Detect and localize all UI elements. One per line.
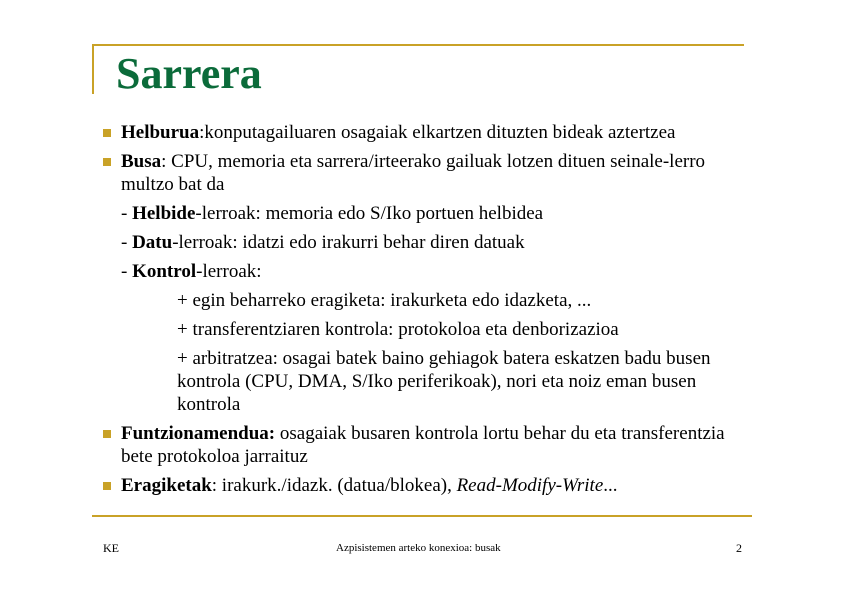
sub-item-helbide [103, 202, 753, 225]
sub-item-prefix: - [121, 261, 133, 282]
footer-center-text: Azpisistemen arteko konexioa: busak [336, 542, 501, 554]
bullet-text: :konputagailuaren osagaiak elkartzen dituzten bideak aztertzea [199, 122, 676, 143]
bullet-square-icon [103, 158, 111, 166]
bullet-term: Helburua [121, 122, 200, 143]
slide-title: Sarrera [116, 49, 262, 98]
bullet-item-busa [103, 150, 753, 196]
footer-rule [92, 515, 752, 517]
control-item: + egin beharreko eragiketa: irakurketa edo idazketa, ... [177, 290, 592, 311]
bullet-text: : CPU, memoria eta sarrera/irteerako gailuak lotzen dituen seinale-lerro multzo bat da [121, 151, 706, 195]
bullet-square-icon [103, 129, 111, 137]
sub-item-term: Kontrol [132, 261, 197, 282]
sub-item-term: Helbide [132, 203, 196, 224]
title-left-rule [92, 44, 94, 94]
title-top-rule [92, 44, 744, 46]
bullet-term: Busa [121, 151, 162, 172]
sub-item-text: -lerroak: [196, 261, 262, 282]
bullet-term: Eragiketak [121, 475, 212, 496]
slide-content [103, 121, 753, 503]
bullet-item-helburua [103, 121, 753, 144]
bullet-tail: ... [603, 475, 618, 496]
control-item: + arbitratzea: osagai batek baino gehiagok batera eskatzen badu busen kontrola (CPU, DMA, S/Iko periferikoak), nori eta noiz eman busen kontrola [177, 348, 711, 415]
control-item: + transferentziaren kontrola: protokoloa eta denborizazioa [177, 319, 619, 340]
sub-item-datu [103, 231, 753, 254]
bullet-square-icon [103, 482, 111, 490]
bullet-text: : irakurk./idazk. (datua/blokea), [211, 475, 457, 496]
sub-item-kontrol [103, 260, 753, 283]
sub-item-prefix: - [121, 232, 133, 253]
sub-item-term: Datu [132, 232, 173, 253]
sub-item-text: -lerroak: memoria edo S/Iko portuen helbidea [195, 203, 544, 224]
bullet-square-icon [103, 430, 111, 438]
sub-item-text: -lerroak: idatzi edo irakurri behar diren datuak [172, 232, 525, 253]
bullet-text: osagaiak busaren kontrola lortu behar du eta transferentzia bete protokoloa jarraituz [121, 423, 725, 467]
sub-item-prefix: - [121, 203, 133, 224]
page-number: 2 [736, 541, 742, 555]
bullet-italic-text: Read-Modify-Write [456, 475, 604, 496]
bullet-item-eragiketak [103, 474, 753, 497]
footer-left-text: KE [103, 541, 119, 555]
bullet-term: Funtzionamendua: [121, 423, 276, 444]
bullet-item-funtzionamendua [103, 422, 753, 468]
